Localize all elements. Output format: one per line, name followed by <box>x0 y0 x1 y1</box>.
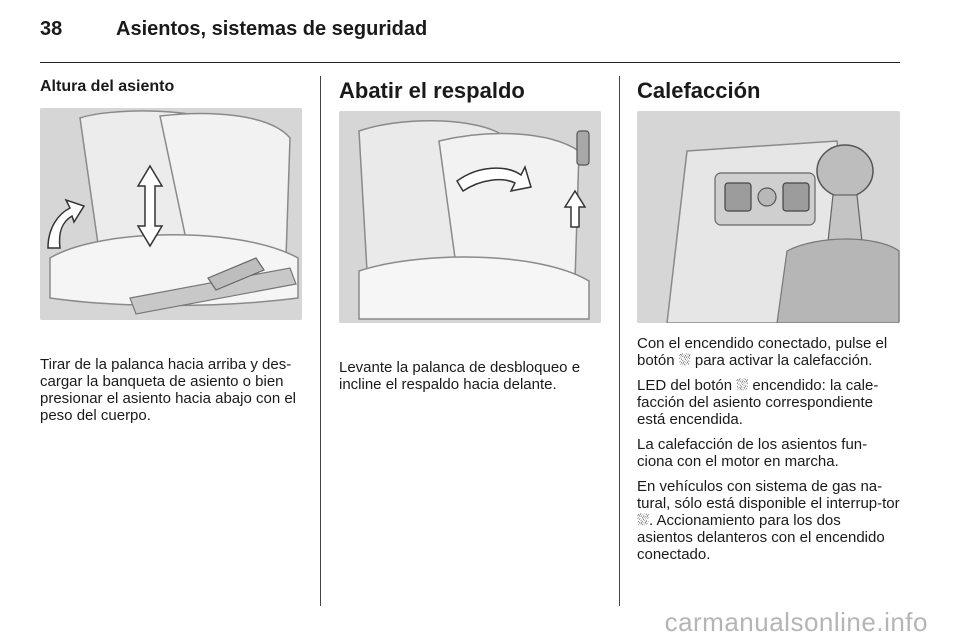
backrest-fold-illustration <box>339 111 601 323</box>
seat-height-illustration <box>40 108 302 320</box>
seat-heating-console-illustration <box>637 111 900 323</box>
column-divider-1 <box>320 76 321 606</box>
section-heading: Altura del asiento <box>40 78 175 95</box>
paragraph: LED del botón ⛆ encendido: la cale-facción del asiento correspondiente está encendida. <box>637 377 879 428</box>
section-heading: Abatir el respaldo <box>339 78 525 103</box>
section-fold-backrest <box>339 76 601 401</box>
column-divider-2 <box>619 76 620 606</box>
page-title: Asientos, sistemas de seguridad <box>116 18 428 40</box>
paragraph: En vehículos con sistema de gas na-tural, sólo está disponible el interrup-tor ⛆. Accionamiento para los dos asientos delanteros con el encendido conectado. <box>637 478 900 563</box>
section-seat-height <box>40 76 302 432</box>
paragraph: Con el encendido conectado, pulse el botón ⛆ para activar la calefacción. <box>637 335 888 369</box>
paragraph: Tirar de la palanca hacia arriba y des-cargar la banqueta de asiento o bien presionar el asiento hacia abajo con el peso del cuerpo. <box>40 356 297 424</box>
page-number: 38 <box>40 18 63 40</box>
paragraph: Levante la palanca de desbloqueo e incline el respaldo hacia delante. <box>339 359 581 393</box>
header-rule <box>40 62 900 63</box>
watermark: carmanualsonline.info <box>664 607 928 637</box>
section-heading: Calefacción <box>637 78 761 103</box>
section-seat-heating <box>637 76 900 571</box>
paragraph: La calefacción de los asientos fun-ciona con el motor en marcha. <box>637 436 868 470</box>
